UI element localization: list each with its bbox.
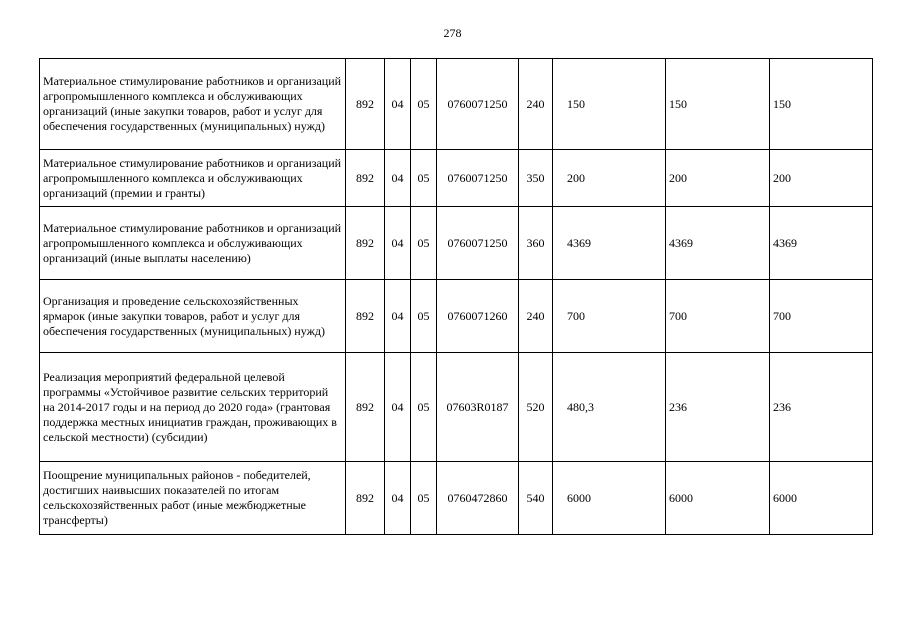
glava-code: 892 (346, 150, 385, 207)
page-number: 278 (443, 26, 462, 40)
table-row (40, 59, 873, 150)
amount-year-1: 700 (553, 280, 666, 353)
table-row (40, 207, 873, 280)
podrazdel-code: 05 (411, 353, 437, 462)
expense-type-code: 360 (519, 207, 553, 280)
amount-year-2: 6000 (666, 462, 770, 535)
glava-code: 892 (346, 280, 385, 353)
amount-year-1: 4369 (553, 207, 666, 280)
row-name: Материальное стимулирование работников и организаций агропромышленного комплекса и обслуживающих организаций (иные закупки товаров, работ и услуг для обеспечения государственных (муниципальных) нужд) (40, 59, 346, 150)
budget-table (39, 58, 873, 535)
row-name: Материальное стимулирование работников и организаций агропромышленного комплекса и обслуживающих организаций (премии и гранты) (40, 150, 346, 207)
amount-year-1: 480,3 (553, 353, 666, 462)
expense-type-code: 520 (519, 353, 553, 462)
razdel-code: 04 (385, 150, 411, 207)
razdel-code: 04 (385, 280, 411, 353)
razdel-code: 04 (385, 207, 411, 280)
target-article-code: 0760071260 (437, 280, 519, 353)
row-name: Поощрение муниципальных районов - победителей, достигших наивысших показателей по итогам сельскохозяйственных работ (иные межбюджетные трансферты) (40, 462, 346, 535)
glava-code: 892 (346, 462, 385, 535)
glava-code: 892 (346, 59, 385, 150)
row-name: Материальное стимулирование работников и организаций агропромышленного комплекса и обслуживающих организаций (иные выплаты населению) (40, 207, 346, 280)
amount-year-2: 4369 (666, 207, 770, 280)
amount-year-2: 200 (666, 150, 770, 207)
podrazdel-code: 05 (411, 150, 437, 207)
podrazdel-code: 05 (411, 462, 437, 535)
table-row (40, 353, 873, 462)
amount-year-2: 150 (666, 59, 770, 150)
expense-type-code: 240 (519, 59, 553, 150)
expense-type-code: 240 (519, 280, 553, 353)
target-article-code: 0760071250 (437, 150, 519, 207)
amount-year-3: 200 (770, 150, 873, 207)
amount-year-2: 236 (666, 353, 770, 462)
amount-year-3: 700 (770, 280, 873, 353)
table-row (40, 280, 873, 353)
table-row (40, 150, 873, 207)
razdel-code: 04 (385, 462, 411, 535)
row-name: Организация и проведение сельскохозяйственных ярмарок (иные закупки товаров, работ и услуг для обеспечения государственных (муниципальных) нужд) (40, 280, 346, 353)
amount-year-3: 236 (770, 353, 873, 462)
amount-year-2: 700 (666, 280, 770, 353)
glava-code: 892 (346, 353, 385, 462)
amount-year-3: 4369 (770, 207, 873, 280)
glava-code: 892 (346, 207, 385, 280)
amount-year-1: 6000 (553, 462, 666, 535)
amount-year-1: 150 (553, 59, 666, 150)
razdel-code: 04 (385, 353, 411, 462)
amount-year-3: 6000 (770, 462, 873, 535)
expense-type-code: 540 (519, 462, 553, 535)
target-article-code: 0760472860 (437, 462, 519, 535)
podrazdel-code: 05 (411, 280, 437, 353)
target-article-code: 07603R0187 (437, 353, 519, 462)
target-article-code: 0760071250 (437, 59, 519, 150)
amount-year-1: 200 (553, 150, 666, 207)
table-row (40, 462, 873, 535)
expense-type-code: 350 (519, 150, 553, 207)
razdel-code: 04 (385, 59, 411, 150)
podrazdel-code: 05 (411, 207, 437, 280)
row-name: Реализация мероприятий федеральной целевой программы «Устойчивое развитие сельских территорий на 2014-2017 годы и на период до 2020 года» (грантовая поддержка местных инициатив граждан, проживающих в сельской местности) (субсидии) (40, 353, 346, 462)
podrazdel-code: 05 (411, 59, 437, 150)
target-article-code: 0760071250 (437, 207, 519, 280)
amount-year-3: 150 (770, 59, 873, 150)
